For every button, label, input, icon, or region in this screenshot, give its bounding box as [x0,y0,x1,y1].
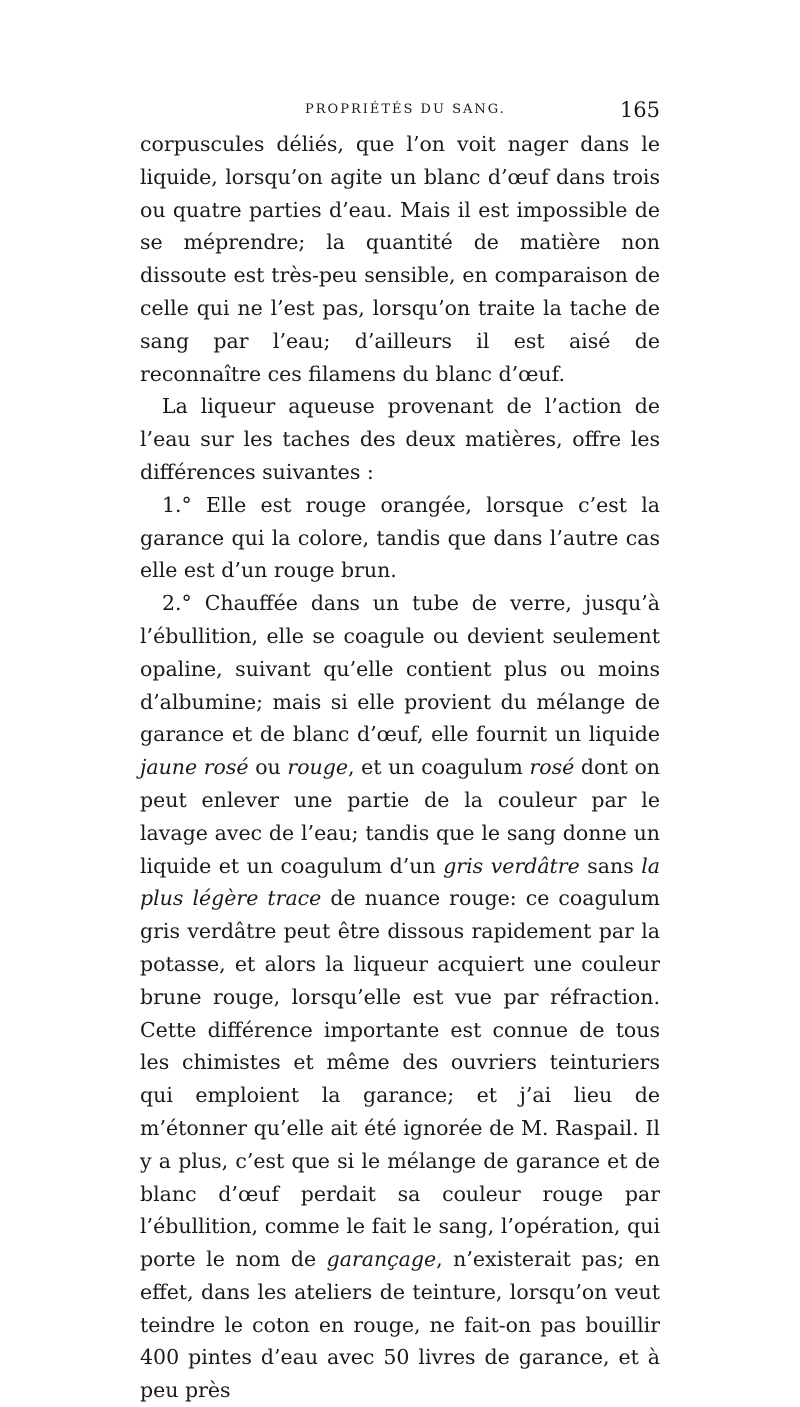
italic-phrase: gris verdâtre [443,853,580,878]
paragraph-continuation: corpuscules déliés, que l’on voit nager dans le liquide, lorsqu’on agite un blanc d’œuf dans trois ou quatre parties d’eau. Mais il est impossible de se méprendre; la quantité de matière non dissoute est très-peu sensible, en comparaison de celle qui ne l’est pas, lorsqu’on traite la tache de sang par l’eau; d’ailleurs il est aisé de reconnaître ces filamens du blanc d’œuf. [140,132,660,386]
running-head [140,98,660,128]
italic-phrase: rosé [529,755,575,780]
text-run: sans [579,853,642,878]
book-page [140,98,660,1407]
italic-phrase: jaune rosé [140,755,249,780]
italic-phrase: la plus légère trace [140,853,660,911]
running-title: PROPRIÉTÉS DU SANG. [305,102,506,117]
italic-phrase: rouge [287,755,349,780]
body-text [140,128,660,1407]
text-run: 2.° Chauffée dans un tube de verre, jusqu’à l’ébullition, elle se coagule ou devient seulement opaline, suivant qu’elle contient plus ou moins d’albumine; mais si elle provient du mélange de garance et de blanc d’œuf, elle fournit un liquide [140,591,660,747]
italic-phrase: garançage [326,1247,437,1272]
text-run: , et un coagulum [348,755,530,780]
paragraph-point-1: 1.° Elle est rouge orangée, lorsque c’est la garance qui la colore, tandis que dans l’autre cas elle est d’un rouge brun. [140,492,660,583]
paragraph-point-2 [140,587,660,1407]
text-run: , n’existerait pas; en effet, dans les ateliers de teinture, lorsqu’on veut teindre le coton en rouge, ne fait-on pas bouillir 400 pintes d’eau avec 50 livres de garance, et à peu près [140,1247,660,1403]
page-number: 165 [619,98,660,122]
text-run: ou [248,755,288,780]
text-run: de nuance rouge: ce coagulum gris verdâtre peut être dissous rapidement par la potasse, et alors la liqueur acquiert une couleur brune rouge, lorsqu’elle est vue par réfraction. Cette différence importante est connue de tous les chimistes et même des ouvriers teinturiers qui emploient la garance; et j’ai lieu de m’étonner qu’elle ait été ignorée de M. Raspail. Il y a plus, c’est que si le mélange de garance et de blanc d’œuf perdait sa couleur rouge par l’ébullition, comme le fait le sang, l’opération, qui porte le nom de [140,886,660,1272]
text-run: dont on peut enlever une partie de la couleur par le lavage avec de l’eau; tandis que le sang donne un liquide et un coagulum d’un [140,755,661,878]
paragraph-liqueur: La liqueur aqueuse provenant de l’action de l’eau sur les taches des deux matières, offre les différences suivantes : [140,394,660,484]
